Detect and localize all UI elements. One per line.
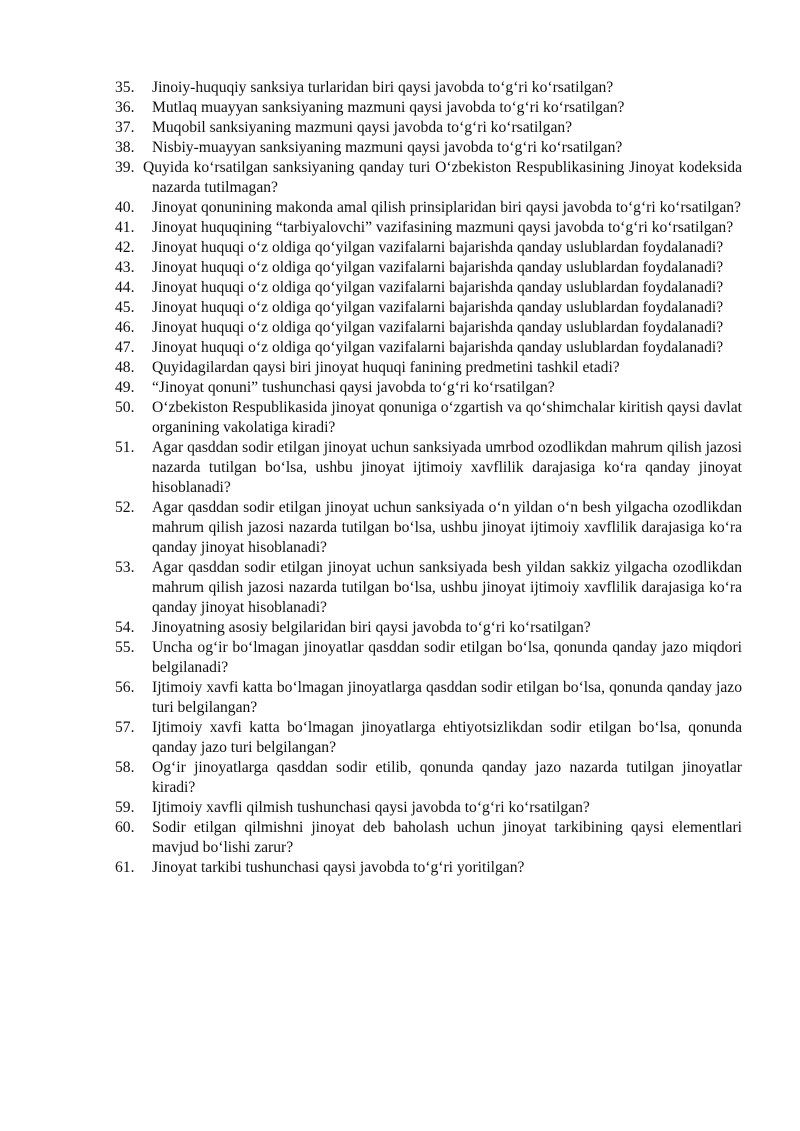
item-number: 42. bbox=[115, 239, 135, 256]
list-item bbox=[0, 758, 742, 798]
item-number: 41. bbox=[115, 219, 135, 236]
item-text: Jinoyat huquqining “tarbiyalovchi” vazifasining mazmuni qaysi javobda to‘g‘ri ko‘rsatilgan? bbox=[152, 219, 734, 236]
item-text: Jinoyat huquqi o‘z oldiga qo‘yilgan vazifalarni bajarishda qanday uslublardan foydalanadi? bbox=[152, 259, 724, 276]
item-text: Quyidagilardan qaysi biri jinoyat huquqi fanining predmetini tashkil etadi? bbox=[152, 359, 620, 376]
item-number: 48. bbox=[115, 359, 135, 376]
list-item bbox=[0, 118, 742, 138]
list-item bbox=[0, 338, 742, 358]
item-text: Ijtimoiy xavfli qilmish tushunchasi qaysi javobda to‘g‘ri ko‘rsatilgan? bbox=[152, 799, 590, 816]
list-item bbox=[0, 358, 742, 378]
list-item bbox=[0, 438, 742, 498]
item-number: 46. bbox=[115, 319, 135, 336]
item-number: 38. bbox=[115, 139, 135, 156]
item-text: “Jinoyat qonuni” tushunchasi qaysi javobda to‘g‘ri ko‘rsatilgan? bbox=[152, 379, 555, 396]
item-text: Og‘ir jinoyatlarga qasddan sodir etilib, qonunda qanday jazo nazarda tutilgan jinoyatlar kiradi? bbox=[152, 759, 742, 796]
item-text: Jinoyat qonunining makonda amal qilish prinsiplaridan biri qaysi javobda to‘g‘ri ko‘rsatilgan? bbox=[152, 199, 741, 216]
list-item bbox=[0, 498, 742, 558]
item-text: O‘zbekiston Respublikasida jinoyat qonuniga o‘zgartish va qo‘shimchalar kiritish qaysi davlat organining vakolatiga kiradi? bbox=[152, 399, 742, 436]
item-number: 50. bbox=[115, 399, 135, 416]
item-number: 54. bbox=[115, 619, 135, 636]
item-text: Agar qasddan sodir etilgan jinoyat uchun sanksiyada umrbod ozodlikdan mahrum qilish jazosi nazarda tutilgan bo‘lsa, ushbu jinoyat ijtimoiy xavflilik darajasiga ko‘ra qanday jinoyat hisoblanadi? bbox=[152, 439, 742, 496]
item-number: 53. bbox=[115, 559, 135, 576]
list-item bbox=[0, 558, 742, 618]
item-number: 52. bbox=[115, 499, 135, 516]
item-text: Jinoyatning asosiy belgilaridan biri qaysi javobda to‘g‘ri ko‘rsatilgan? bbox=[152, 619, 591, 636]
list-item bbox=[0, 678, 742, 718]
list-item bbox=[0, 278, 742, 298]
item-number: 45. bbox=[115, 299, 135, 316]
item-number: 56. bbox=[115, 679, 135, 696]
item-number: 44. bbox=[115, 279, 135, 296]
item-number: 36. bbox=[115, 99, 135, 116]
item-number: 51. bbox=[115, 439, 135, 456]
list-item bbox=[0, 818, 742, 858]
list-item bbox=[0, 718, 742, 758]
item-text: Jinoyat tarkibi tushunchasi qaysi javobda to‘g‘ri yoritilgan? bbox=[152, 859, 525, 876]
list-item bbox=[0, 618, 742, 638]
item-text: Ijtimoiy xavfi katta bo‘lmagan jinoyatlarga ehtiyotsizlikdan sodir etilgan bo‘lsa, qonunda qanday jazo turi belgilangan? bbox=[152, 719, 742, 756]
document-page bbox=[0, 78, 800, 878]
item-number: 35. bbox=[115, 79, 135, 96]
list-item bbox=[0, 398, 742, 438]
list-item bbox=[0, 198, 742, 218]
item-number: 57. bbox=[115, 719, 135, 736]
item-text: Sodir etilgan qilmishni jinoyat deb baholash uchun jinoyat tarkibining qaysi elementlari mavjud bo‘lishi zarur? bbox=[152, 819, 742, 856]
list-item bbox=[0, 298, 742, 318]
item-text: Mutlaq muayyan sanksiyaning mazmuni qaysi javobda to‘g‘ri ko‘rsatilgan? bbox=[152, 99, 625, 116]
list-item bbox=[0, 238, 742, 258]
item-text: Jinoyat huquqi o‘z oldiga qo‘yilgan vazifalarni bajarishda qanday uslublardan foydalanadi? bbox=[152, 299, 724, 316]
item-text: Jinoyat huquqi o‘z oldiga qo‘yilgan vazifalarni bajarishda qanday uslublardan foydalanadi? bbox=[152, 339, 724, 356]
list-item bbox=[0, 138, 742, 158]
item-number: 58. bbox=[115, 759, 135, 776]
item-text: Muqobil sanksiyaning mazmuni qaysi javobda to‘g‘ri ko‘rsatilgan? bbox=[152, 119, 573, 136]
item-text: Agar qasddan sodir etilgan jinoyat uchun sanksiyada besh yildan sakkiz yilgacha ozodlikdan mahrum qilish jazosi nazarda tutilgan bo‘lsa, ushbu jinoyat ijtimoiy xavflilik darajasiga ko‘ra qanday jinoyat hisoblanadi? bbox=[152, 559, 742, 616]
item-text: Jinoyat huquqi o‘z oldiga qo‘yilgan vazifalarni bajarishda qanday uslublardan foydalanadi? bbox=[152, 319, 724, 336]
item-text: Jinoyat huquqi o‘z oldiga qo‘yilgan vazifalarni bajarishda qanday uslublardan foydalanadi? bbox=[152, 279, 724, 296]
list-item bbox=[0, 258, 742, 278]
item-number: 61. bbox=[115, 859, 135, 876]
item-text: Quyida ko‘rsatilgan sanksiyaning qanday turi O‘zbekiston Respublikasining Jinoyat kodeksida nazarda tutilmagan? bbox=[143, 159, 742, 196]
item-number: 37. bbox=[115, 119, 135, 136]
list-item bbox=[0, 78, 742, 98]
list-item bbox=[0, 638, 742, 678]
item-text: Jinoyat huquqi o‘z oldiga qo‘yilgan vazifalarni bajarishda qanday uslublardan foydalanadi? bbox=[152, 239, 724, 256]
item-number: 60. bbox=[115, 819, 135, 836]
item-number: 39. bbox=[115, 159, 135, 176]
item-text: Jinoiy-huquqiy sanksiya turlaridan biri qaysi javobda to‘g‘ri ko‘rsatilgan? bbox=[152, 79, 614, 96]
item-number: 40. bbox=[115, 199, 135, 216]
item-number: 49. bbox=[115, 379, 135, 396]
list-item bbox=[0, 858, 742, 878]
question-list bbox=[0, 78, 800, 878]
item-number: 47. bbox=[115, 339, 135, 356]
list-item bbox=[0, 378, 742, 398]
list-item bbox=[0, 218, 742, 238]
item-text: Nisbiy-muayyan sanksiyaning mazmuni qaysi javobda to‘g‘ri ko‘rsatilgan? bbox=[152, 139, 623, 156]
list-item bbox=[0, 98, 742, 118]
list-item bbox=[0, 158, 742, 198]
item-number: 55. bbox=[115, 639, 135, 656]
list-item bbox=[0, 798, 742, 818]
item-text: Ijtimoiy xavfi katta bo‘lmagan jinoyatlarga qasddan sodir etilgan bo‘lsa, qonunda qanday jazo turi belgilangan? bbox=[152, 679, 742, 716]
item-number: 59. bbox=[115, 799, 135, 816]
list-item bbox=[0, 318, 742, 338]
item-text: Agar qasddan sodir etilgan jinoyat uchun sanksiyada o‘n yildan o‘n besh yilgacha ozodlikdan mahrum qilish jazosi nazarda tutilgan bo‘lsa, ushbu jinoyat ijtimoiy xavflilik darajasiga ko‘ra qanday jinoyat hisoblanadi? bbox=[152, 499, 742, 556]
item-text: Uncha og‘ir bo‘lmagan jinoyatlar qasddan sodir etilgan bo‘lsa, qonunda qanday jazo miqdori belgilanadi? bbox=[152, 639, 742, 676]
item-number: 43. bbox=[115, 259, 135, 276]
